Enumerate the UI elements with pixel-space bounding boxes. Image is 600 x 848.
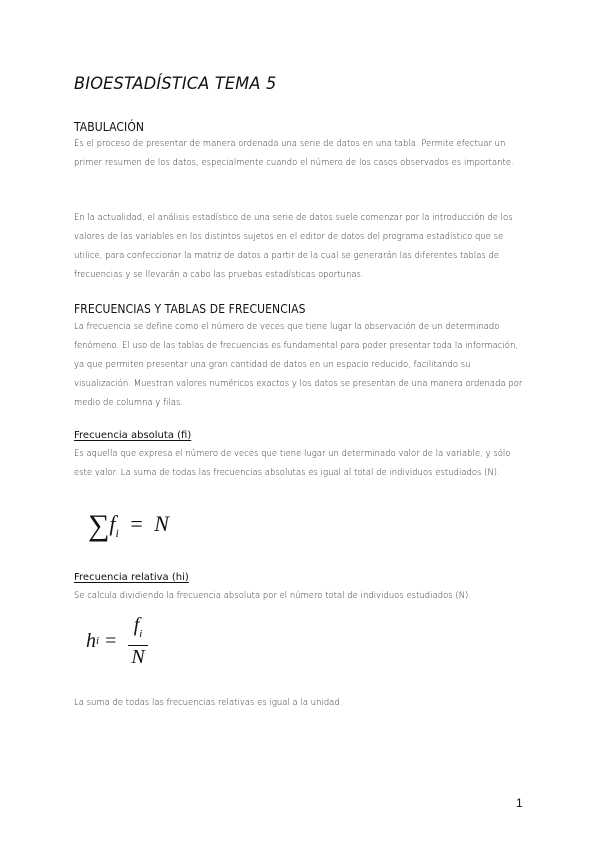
formula-sum-symbol: ∑ [88, 509, 110, 542]
formula-denominator: N [131, 646, 145, 669]
paragraph-frecuencias-1: La frecuencia se define como el número de veces que tiene lugar la observación de un determinado fenómeno. El uso de las tablas de frecuencias es fundamental para poder presentar toda la información, ya que permiten presentar una gran cantidad de datos en un espacio reducido, facilitando su visualización. Muestran valores numéricos exactos y los datos se presentan de una manera ordenada por medio de columna y filas. [74, 321, 523, 407]
formula-h: h [86, 629, 96, 652]
formula-hi-equals-fi-over-n [86, 615, 148, 667]
paragraph-suma-relativas: La suma de todas las frecuencias relativas es igual a la unidad. [74, 697, 343, 707]
formula-equals: = [130, 511, 143, 536]
formula-fraction [128, 614, 147, 668]
formula-subscript-i: i [115, 526, 119, 540]
formula-numerator-subscript: i [139, 627, 143, 640]
formula-f: f [109, 511, 116, 536]
heading-frecuencia-absoluta: Frecuencia absoluta (fi) [74, 430, 192, 441]
heading-tabulacion: TABULACIÓN [74, 120, 145, 134]
heading-frecuencia-relativa: Frecuencia relativa (hi) [74, 572, 189, 583]
paragraph-tabulacion-2: En la actualidad, el análisis estadístico de una serie de datos suele comenzar por la introducción de los valores de las variables en los distintos sujetos en el editor de datos del programa estadístico que se utilice, para confeccionar la matriz de datos a partir de la cual se generarán las diferentes tablas de frecuencias y se llevarán a cabo las pruebas estadísticas oportunas. [74, 212, 513, 279]
formula-h-subscript-i: i [96, 635, 100, 647]
formula-equals: = [105, 629, 117, 652]
formula-numerator [131, 614, 146, 645]
paragraph-frecuencia-absoluta: Es aquella que expresa el número de veces que tiene lugar un determinado valor de la variable, y sólo este valor. La suma de todas las frecuencias absolutas es igual al total de individuos estudiados (N). [74, 448, 511, 477]
formula-n: N [154, 511, 169, 536]
paragraph-tabulacion-1: Es el proceso de presentar de manera ordenada una serie de datos en una tabla. Permite efectuar un primer resumen de los datos, especialmente cuando el número de los casos observados es importante. [74, 138, 514, 167]
heading-frecuencias: FRECUENCIAS Y TABLAS DE FRECUENCIAS [74, 302, 306, 316]
document-title: BIOESTADÍSTICA TEMA 5 [74, 74, 277, 94]
formula-sum-fi-equals-n [88, 509, 169, 543]
page-number: 1 [516, 796, 523, 810]
formula-numerator-f: f [133, 613, 140, 636]
paragraph-frecuencia-relativa: Se calcula dividiendo la frecuencia absoluta por el número total de individuos estudiados (N). [74, 590, 472, 600]
